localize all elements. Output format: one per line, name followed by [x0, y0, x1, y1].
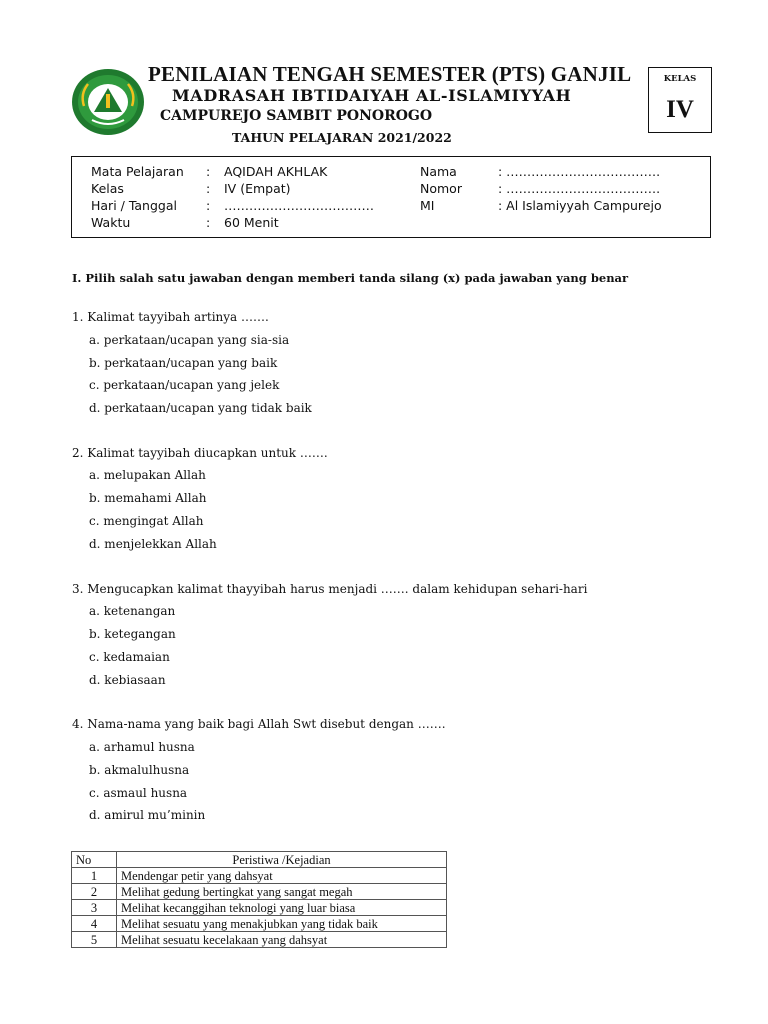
info-sep: : [206, 181, 211, 196]
option-3b[interactable]: b. ketegangan [89, 627, 176, 641]
school-location: CAMPUREJO SAMBIT PONOROGO [160, 108, 433, 124]
info-label-subject: Mata Pelajaran [91, 164, 184, 179]
exam-title: PENILAIAN TENGAH SEMESTER (PTS) GANJIL [148, 62, 632, 86]
section-instruction: I. Pilih salah satu jawaban dengan memberi tanda silang (x) pada jawaban yang benar [72, 271, 629, 285]
info-sep: : [206, 198, 211, 213]
table-header-no: No [72, 852, 117, 868]
table-cell-event: Melihat kecanggihan teknologi yang luar biasa [117, 900, 447, 916]
question-1: 1. Kalimat tayyibah artinya ……. [72, 310, 269, 324]
question-3: 3. Mengucapkan kalimat thayyibah harus menjadi ……. dalam kehidupan sehari-hari [72, 582, 588, 596]
option-3d[interactable]: d. kebiasaan [89, 673, 166, 687]
table-cell-no: 3 [72, 900, 117, 916]
table-header-event: Peristiwa /Kejadian [117, 852, 447, 868]
info-label-mi: MI [420, 198, 435, 213]
class-label: KELAS [663, 74, 697, 84]
class-box [648, 67, 712, 133]
table-row [72, 884, 447, 900]
info-value-class: IV (Empat) [224, 181, 291, 196]
class-value: IV [666, 96, 694, 123]
option-2a[interactable]: a. melupakan Allah [89, 468, 206, 482]
info-value-date[interactable]: ……………………………… [224, 198, 374, 213]
table-row [72, 900, 447, 916]
events-table [71, 851, 447, 948]
option-1b[interactable]: b. perkataan/ucapan yang baik [89, 356, 278, 370]
info-value-subject: AQIDAH AKHLAK [224, 164, 328, 179]
option-4b[interactable]: b. akmalulhusna [89, 763, 190, 777]
table-cell-no: 4 [72, 916, 117, 932]
option-4c[interactable]: c. asmaul husna [89, 786, 188, 800]
school-name: MADRASAH IBTIDAIYAH AL-ISLAMIYYAH [172, 86, 572, 105]
question-2: 2. Kalimat tayyibah diucapkan untuk ……. [72, 446, 328, 460]
info-label-number: Nomor [420, 181, 462, 196]
table-row [72, 932, 447, 948]
table-cell-event: Melihat sesuatu yang menakjubkan yang tidak baik [117, 916, 447, 932]
option-2d[interactable]: d. menjelekkan Allah [89, 537, 217, 551]
info-label-date: Hari / Tanggal [91, 198, 177, 213]
table-cell-no: 1 [72, 868, 117, 884]
info-value-time: 60 Menit [224, 215, 279, 230]
info-label-time: Waktu [91, 215, 131, 230]
info-label-class: Kelas [91, 181, 124, 196]
info-value-name[interactable]: : ………………………………. [498, 164, 661, 179]
info-value-mi: : Al Islamiyyah Campurejo [498, 198, 662, 213]
option-3a[interactable]: a. ketenangan [89, 604, 176, 618]
table-cell-event: Mendengar petir yang dahsyat [117, 868, 447, 884]
table-header-row [72, 852, 447, 868]
option-2b[interactable]: b. memahami Allah [89, 491, 207, 505]
question-4: 4. Nama-nama yang baik bagi Allah Swt disebut dengan ……. [72, 717, 446, 731]
option-3c[interactable]: c. kedamaian [89, 650, 170, 664]
table-cell-no: 5 [72, 932, 117, 948]
table-cell-event: Melihat sesuatu kecelakaan yang dahsyat [117, 932, 447, 948]
madrasah-logo-icon [70, 68, 146, 136]
table-row [72, 868, 447, 884]
table-cell-no: 2 [72, 884, 117, 900]
info-label-name: Nama [420, 164, 457, 179]
academic-year: TAHUN PELAJARAN 2021/2022 [232, 130, 452, 145]
info-sep: : [206, 164, 211, 179]
option-1d[interactable]: d. perkataan/ucapan yang tidak baik [89, 401, 312, 415]
option-2c[interactable]: c. mengingat Allah [89, 514, 204, 528]
table-cell-event: Melihat gedung bertingkat yang sangat megah [117, 884, 447, 900]
info-sep: : [206, 215, 211, 230]
option-1a[interactable]: a. perkataan/ucapan yang sia-sia [89, 333, 290, 347]
option-1c[interactable]: c. perkataan/ucapan yang jelek [89, 378, 280, 392]
option-4a[interactable]: a. arhamul husna [89, 740, 195, 754]
option-4d[interactable]: d. amirul mu’minin [89, 808, 206, 822]
info-value-number[interactable]: : ………………………………. [498, 181, 661, 196]
table-row [72, 916, 447, 932]
